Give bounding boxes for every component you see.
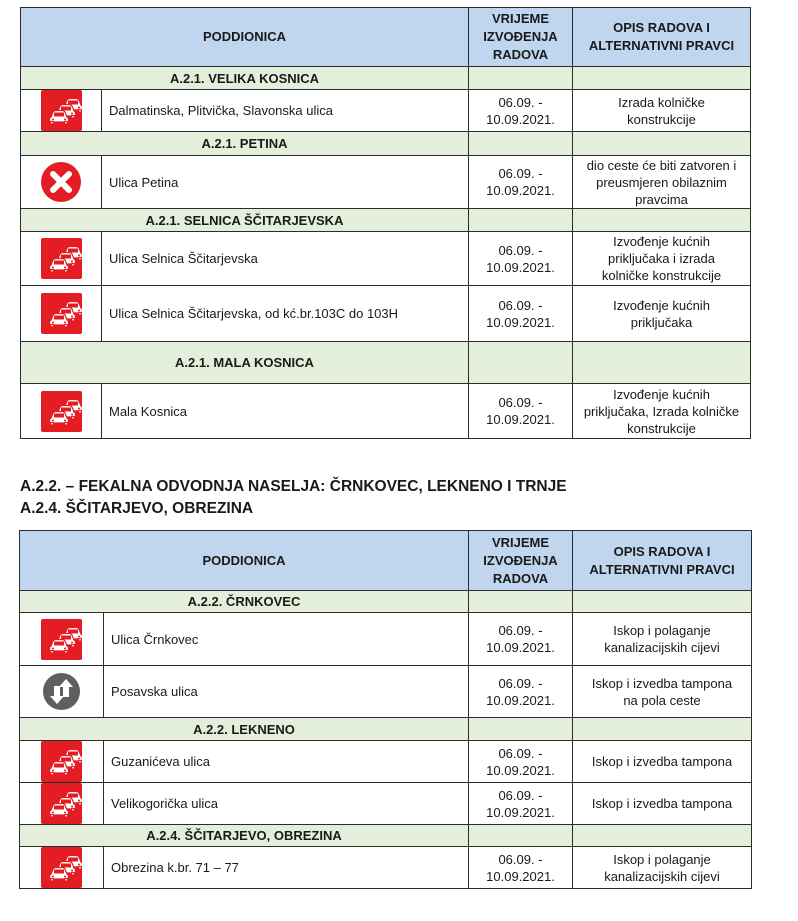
work-period-line: 10.09.2021.	[486, 868, 555, 884]
table-row	[21, 384, 751, 439]
work-description	[573, 286, 751, 342]
table-row	[20, 613, 752, 666]
icon-cell	[21, 286, 102, 342]
work-description-line: na pola ceste	[623, 692, 701, 708]
work-description	[573, 741, 752, 783]
traffic-jam-icon	[41, 741, 82, 782]
work-period-line: 06.09. -	[498, 395, 543, 410]
icon-cell	[20, 783, 104, 825]
work-period-line: 10.09.2021.	[486, 412, 555, 427]
work-period	[469, 232, 573, 286]
work-description-line: Iskop i polaganje	[613, 851, 711, 867]
traffic-jam-icon	[41, 619, 82, 660]
street-name: Velikogorička ulica	[104, 783, 469, 825]
table-row	[20, 847, 752, 889]
work-description-line: priključaka i izrada	[608, 251, 715, 266]
header-line: RADOVA	[492, 47, 549, 62]
icon-cell	[21, 90, 102, 132]
header-poddionica: PODDIONICA	[21, 8, 469, 67]
street-name: Ulica Črnkovec	[104, 613, 469, 666]
two-way-traffic-icon	[43, 673, 80, 710]
street-name: Dalmatinska, Plitvička, Slavonska ulica	[102, 90, 469, 132]
work-description-line: Izvođenje kućnih	[613, 297, 710, 313]
traffic-jam-icon	[41, 847, 82, 888]
work-description-line: Izrada kolničke	[618, 94, 705, 110]
work-description	[573, 613, 752, 666]
table-body	[21, 67, 751, 439]
work-description-line: Iskop i izvedba tampona	[591, 675, 733, 691]
section-row	[21, 67, 751, 90]
street-name: Posavska ulica	[104, 666, 469, 718]
table-row	[21, 232, 751, 286]
section-empty-cell	[469, 591, 573, 613]
section-title: A.2.1. MALA KOSNICA	[21, 342, 469, 384]
street-name: Ulica Selnica Ščitarjevska, od kć.br.103C do 103H	[102, 286, 469, 342]
works-table-a21	[20, 7, 751, 439]
work-period	[469, 783, 573, 825]
work-description-line: kanalizacijskih cijevi	[604, 640, 720, 655]
icon-cell	[20, 613, 104, 666]
work-description-line: Izvođenje kućnih	[613, 234, 710, 249]
section-empty-cell	[573, 67, 751, 90]
header-line: OPIS RADOVA I	[613, 543, 711, 559]
traffic-jam-icon	[41, 238, 82, 279]
work-period-line: 06.09. -	[498, 851, 543, 867]
street-name: Obrezina k.br. 71 – 77	[104, 847, 469, 889]
traffic-jam-icon	[41, 293, 82, 334]
section-row	[21, 209, 751, 232]
icon-cell	[21, 156, 102, 209]
work-period-line: 10.09.2021.	[486, 640, 555, 655]
header-line: IZVOĐENJA	[483, 29, 558, 44]
street-name: Ulica Selnica Ščitarjevska	[102, 232, 469, 286]
work-period	[469, 741, 573, 783]
work-description-line: konstrukcije	[627, 111, 696, 127]
work-description-line: pravcima	[635, 191, 688, 207]
section-title: A.2.1. PETINA	[21, 132, 469, 156]
work-period-line: 10.09.2021.	[486, 259, 555, 275]
section-empty-cell	[573, 132, 751, 156]
table-row	[21, 90, 751, 132]
section-row	[21, 132, 751, 156]
work-period-line: 10.09.2021.	[486, 183, 555, 198]
works-table-a22-a24	[19, 530, 752, 889]
work-period-line: 10.09.2021.	[486, 804, 555, 820]
work-period-line: 10.09.2021.	[486, 314, 555, 330]
icon-cell	[20, 741, 104, 783]
header-line: ALTERNATIVNI PRAVCI	[589, 561, 735, 577]
street-name: Ulica Petina	[102, 156, 469, 209]
work-period	[469, 286, 573, 342]
table-row	[20, 741, 752, 783]
table-row	[20, 783, 752, 825]
section-empty-cell	[469, 132, 573, 156]
street-name: Guzanićeva ulica	[104, 741, 469, 783]
traffic-jam-icon	[41, 90, 82, 131]
work-description	[573, 90, 751, 132]
work-description-line: kolničke konstrukcije	[601, 268, 722, 283]
header-opis	[573, 8, 751, 67]
section-title: A.2.1. VELIKA KOSNICA	[21, 67, 469, 90]
section-title: A.2.4. ŠČITARJEVO, OBREZINA	[20, 825, 469, 847]
work-description-line: priključaka, Izrada kolničke	[583, 403, 740, 419]
work-description	[573, 783, 752, 825]
work-period-line: 06.09. -	[498, 787, 543, 803]
work-description-line: Izvođenje kućnih	[613, 386, 710, 402]
icon-cell	[20, 847, 104, 889]
work-period	[469, 847, 573, 889]
header-line: VRIJEME	[491, 534, 550, 550]
header-poddionica: PODDIONICA	[20, 531, 469, 591]
section-title: A.2.2. LEKNENO	[20, 718, 469, 741]
work-period	[469, 90, 573, 132]
section-empty-cell	[573, 591, 752, 613]
work-description	[573, 384, 751, 439]
work-period-line: 06.09. -	[498, 166, 543, 181]
work-description	[573, 847, 752, 889]
icon-cell	[21, 384, 102, 439]
header-line: RADOVA	[492, 570, 549, 586]
work-period	[469, 156, 573, 209]
section-row	[20, 718, 752, 741]
work-description	[573, 156, 751, 209]
icon-cell	[21, 232, 102, 286]
section-empty-cell	[573, 718, 752, 741]
work-period-line: 06.09. -	[498, 745, 543, 761]
section-empty-cell	[469, 342, 573, 384]
section-title: A.2.1. SELNICA ŠČITARJEVSKA	[21, 209, 469, 232]
work-description	[573, 232, 751, 286]
work-description-line: kanalizacijskih cijevi	[604, 868, 720, 884]
work-period-line: 10.09.2021.	[486, 762, 555, 778]
section-title: A.2.2. ČRNKOVEC	[20, 591, 469, 613]
header-line: OPIS RADOVA I	[613, 20, 710, 35]
section-empty-cell	[573, 825, 752, 847]
icon-cell	[20, 666, 104, 718]
work-period	[469, 613, 573, 666]
work-description-line: Iskop i izvedba tampona	[591, 754, 733, 769]
work-description-line: Iskop i izvedba tampona	[591, 796, 733, 811]
section-row	[20, 591, 752, 613]
table-header-row	[21, 8, 751, 67]
section-empty-cell	[573, 209, 751, 232]
road-closed-icon	[41, 162, 81, 202]
header-line: ALTERNATIVNI PRAVCI	[588, 38, 735, 53]
section-empty-cell	[469, 825, 573, 847]
header-line: IZVOĐENJA	[483, 552, 558, 568]
work-period-line: 10.09.2021.	[486, 692, 555, 708]
header-opis	[573, 531, 752, 591]
section-row	[20, 825, 752, 847]
table-body	[20, 591, 752, 889]
work-period-line: 06.09. -	[498, 623, 543, 638]
section-heading-line2: A.2.4. ŠČITARJEVO, OBREZINA	[20, 500, 254, 517]
street-name: Mala Kosnica	[102, 384, 469, 439]
table-row	[21, 286, 751, 342]
work-period-line: 06.09. -	[498, 94, 543, 110]
work-period	[469, 666, 573, 718]
work-period-line: 06.09. -	[498, 297, 543, 313]
work-description-line: priključaka	[630, 314, 693, 330]
section-empty-cell	[573, 342, 751, 384]
work-period	[469, 384, 573, 439]
work-description-line: dio ceste će biti zatvoren i	[586, 157, 737, 173]
table-row	[21, 156, 751, 209]
work-period-line: 06.09. -	[498, 675, 543, 691]
header-line: VRIJEME	[491, 11, 550, 26]
work-description	[573, 666, 752, 718]
traffic-jam-icon	[41, 391, 82, 432]
section-empty-cell	[469, 209, 573, 232]
work-period-line: 10.09.2021.	[486, 111, 555, 127]
work-period-line: 06.09. -	[498, 242, 543, 258]
section-empty-cell	[469, 718, 573, 741]
section-heading-line1: A.2.2. – FEKALNA ODVODNJA NASELJA: ČRNKOVEC, LEKNENO I TRNJE	[20, 478, 567, 495]
work-description-line: Iskop i polaganje	[613, 623, 711, 638]
table-row	[20, 666, 752, 718]
header-vrijeme	[469, 531, 573, 591]
work-description-line: preusmjeren obilaznim	[596, 174, 727, 190]
table-header-row	[20, 531, 752, 591]
work-description-line: konstrukcije	[627, 420, 696, 436]
header-vrijeme	[469, 8, 573, 67]
traffic-jam-icon	[41, 783, 82, 824]
section-empty-cell	[469, 67, 573, 90]
section-row	[21, 342, 751, 384]
